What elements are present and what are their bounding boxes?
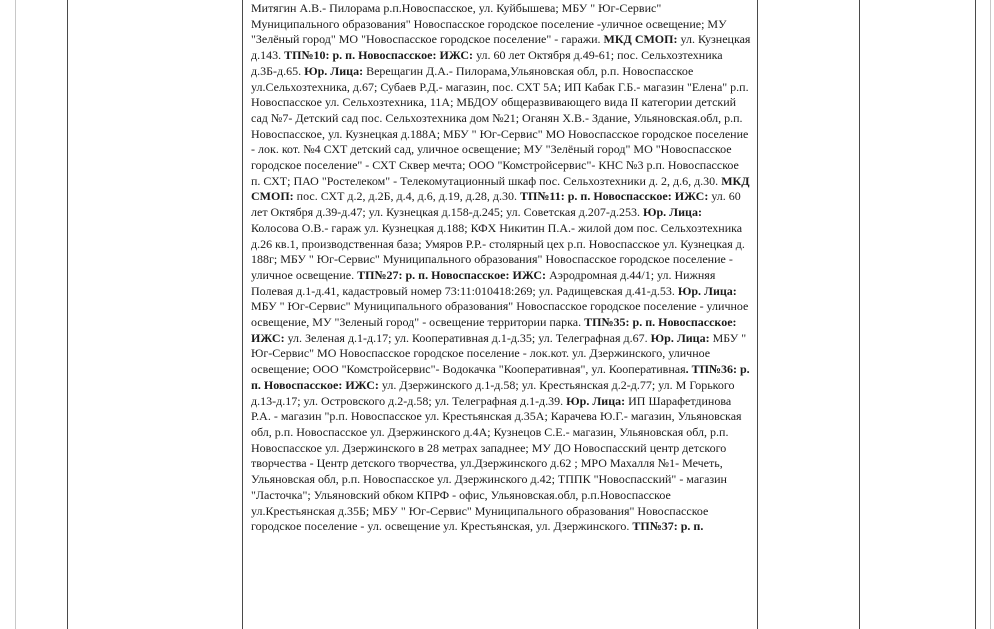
bold-heading-segment: МКД СМОП: [251,173,750,204]
text-segment: Верещагин Д.А.- Пилорама,Ульяновская обл, р.п. Новоспасское ул.Сельхозтехника, д.67; Субаев Р.Д.- магазин, пос. СХТ 5А; ИП Кабак Г.Б.- магазин "Елена" р.п. Новоспасское ул. Сельхозтехника, 11А; МБДОУ общеразвивающего вида II категории детский сад №7- Детский сад пос. Сельхозтехника дом №21; Оганян Х.В.- Здание, Ульяновская.обл, р.п. Новоспасское, ул. Кузнецкая д.188А; МБУ " Юг-Сервис" МО Новоспасское городское поселение - лок. кот. №4 СХТ детский сад, уличное освещение; МУ "Зелёный город" МО "Новоспасское городское поселение" - СХТ Сквер мечта; ООО "Комстройсервис"- КНС №3 р.п. Новоспасское п. СХТ; ПАО "Ростелеком" - Телекомутационный шкаф пос. Сельхозтехники д. 2, д.6, д.30. [251,63,749,188]
text-segment: ул. Дзержинского д.1-д.58; ул. Крестьянская д.2-д.77; ул. М Горького д.13-д.17; ул. Островского д.2-д.58; ул. Телеграфная д.1-д.39. [251,377,735,408]
table-border-outer-left [15,0,16,629]
text-segment: ул. 60 лет Октября д.39-д.47; ул. Кузнецкая д.158-д.245; ул. Советская д.207-д.253. [251,189,741,220]
bold-heading-segment: Юр. Лица: [304,63,364,78]
table-border-col-3 [757,0,758,629]
table-border-col-2 [242,0,243,629]
bold-heading-segment: . ТП№36: р. п. Новоспасское: ИЖС: [251,362,750,392]
text-segment: ул. Зеленая д.1-д.17; ул. Кооперативная д.1-д.35; ул. Телеграфная д.67. [284,330,651,345]
text-segment: ИП Шарафетдинова Р.А. - магазин "р.п. Новоспасское ул. Крестьянская д.35А; Карачева Ю.Г.- магазин, Ульяновская обл, р.п. Новоспасское ул. Дзержинского д.4А; Кузнецов С.Е.- магазин, Ульяновская обл, р.п. Новоспасское ул. Дзержинского в 28 метрах западнее; МУ ДО Новоспасский центр детского творчества - Центр детского творчества, ул.Дзержинского д.62 ; МРО Махалля №1- Мечеть, Ульяновская обл, р.п. Новоспасское ул. Дзержинского д.42; ТППК "Новоспасский" - магазин "Ласточка"; Ульяновский обком КПРФ - офис, Ульяновская.обл, р.п.Новоспасское ул.Крестьянская д.35Б; МБУ " Юг-Сервис" Муниципального образования" Новоспасское городское поселение - ул. освещение ул. Крестьянская, ул. Дзержинского. [251,393,742,534]
table-border-outer-right [990,0,991,629]
bold-heading-segment: ТП№27: р. п. Новоспасское: ИЖС: [357,267,547,282]
bold-heading-segment: ТП№37: р. п. [632,519,704,534]
text-segment: МБУ " Юг-Сервис" МО Новоспасское городское поселение - лок.кот. ул. Дзержинского, уличное освещение; ООО "Комстройсервис"- Водокачка "Кооперативная", ул. Кооперативная [251,330,747,377]
text-segment: Митягин А.В.- Пилорама р.п.Новоспасское, ул. Куйбышева; МБУ " Юг-Сервис" Муниципального образования" Новоспасское городское поселение -уличное освещение; МУ "Зелёный город" МО "Новоспасское городское поселение" - гаражи. [251,1,727,47]
text-segment: Аэродромная д.44/1; ул. Нижняя Полевая д.1-д.41, кадастровый номер 73:11:010418:269; ул. Радищевская д.41-д.53. [251,267,716,298]
bold-heading-segment: МКД СМОП: [603,32,678,47]
text-segment: МБУ " Юг-Сервис" Муниципального образования" Новоспасское городское поселение - уличное освещение, МУ "Зеленый город" - освещение территории парка. [251,299,749,330]
outage-addresses-cell [251,1,751,535]
text-segment: Колосова О.В.- гараж ул. Кузнецкая д.188; КФХ Никитин П.А.- жилой дом пос. Сельхозтехника д.26 кв.1, производственная база; Умяров Р.Р.- столярный цех р.п. Новоспасское ул. Кузнецкая д. 188г; МБУ " Юг-Сервис" Муниципального образования" Новоспасское городское поселение - уличное освещение. [251,220,745,282]
table-border-col-5 [975,0,976,629]
text-segment: ул. Кузнецкая д.143. [251,32,751,63]
bold-heading-segment: Юр. Лица: [650,330,710,345]
text-segment: пос. СХТ д.2, д.2Б, д.4, д.6, д.19, д.28, д.30. [293,189,521,204]
table-border-col-1 [67,0,68,629]
bold-heading-segment: ТП№35: р. п. Новоспасское: ИЖС: [251,315,737,345]
bold-heading-segment: Юр. Лица: [677,283,737,298]
table-border-col-4 [859,0,860,629]
bold-heading-segment: ТП№10: р. п. Новоспасское: ИЖС: [284,48,474,63]
bold-heading-segment: ТП№11: р. п. Новоспасское: ИЖС: [520,189,709,204]
text-segment: ул. 60 лет Октября д.49-61; пос. Сельхозтехника д.3Б-д.65. [251,48,723,78]
bold-heading-segment: Юр. Лица: [642,205,702,220]
bold-heading-segment: Юр. Лица: [566,393,626,408]
